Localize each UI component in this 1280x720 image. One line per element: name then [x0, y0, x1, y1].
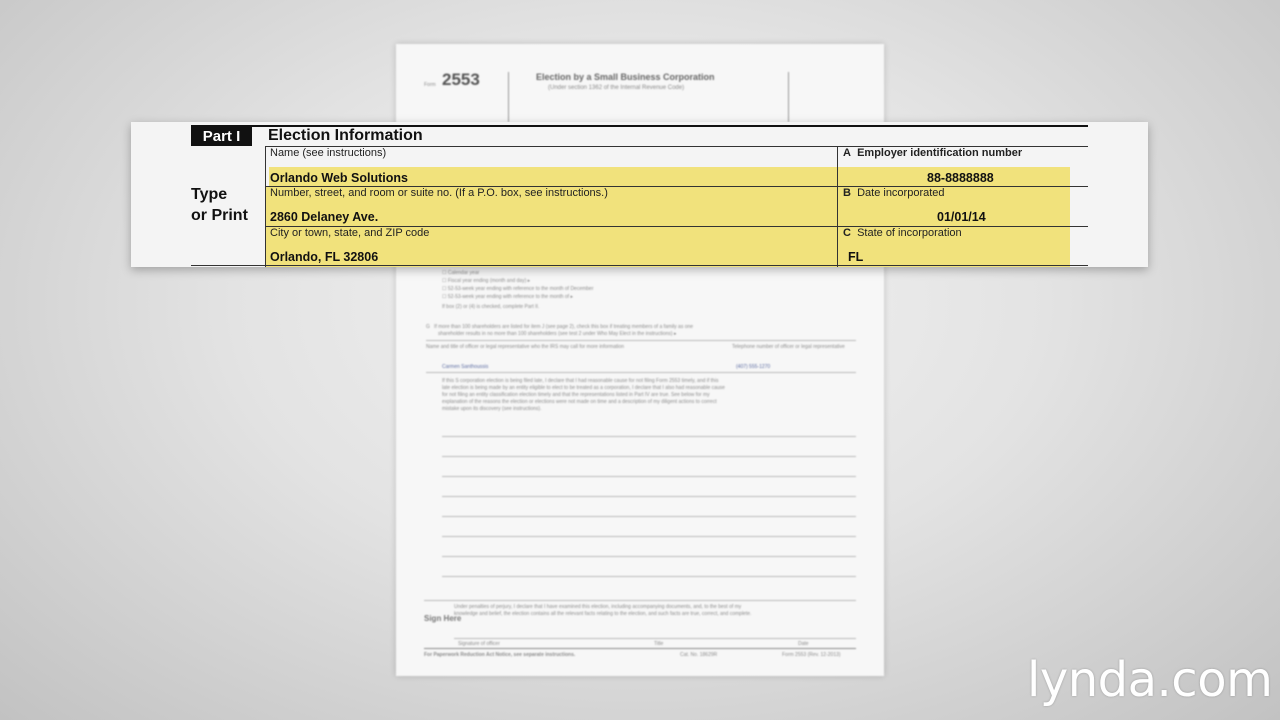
instruction-text: explanation of the reasons the election or elections were not made on time and a description of my diligent actions to correct [442, 399, 717, 405]
officer-name-label: Name and title of officer or legal representative who the IRS may call for more information [426, 344, 625, 350]
rule [426, 372, 856, 373]
explanation-line [442, 436, 856, 437]
or-print-label: or Print [191, 207, 248, 224]
header-divider [508, 72, 509, 122]
instruction-text: shareholder results in no more than 100 shareholders (see test 2 under Who May Elect in the instructions) ▸ [438, 331, 677, 337]
name-field[interactable]: Orlando Web Solutions [270, 171, 408, 185]
sign-here-label: Sign Here [424, 614, 462, 623]
date-label: Date [798, 641, 809, 647]
ein-label-text: Employer identification number [857, 147, 1023, 159]
ein-letter: A [843, 147, 851, 159]
signature-label: Signature of officer [458, 641, 500, 647]
footer-right: Form 2553 (Rev. 12-2013) [782, 652, 841, 658]
column-rule [837, 146, 838, 267]
officer-name-value: Carmen Santhoussis [442, 364, 489, 370]
zoomed-election-section [131, 122, 1148, 267]
checkbox-row: ☐ 52-53-week year ending with reference to the month of December [442, 286, 594, 292]
checkbox-row: ☐ Fiscal year ending (month and day) ▸ [442, 278, 531, 284]
type-or-print-label [191, 184, 248, 226]
form-subtitle: (Under section 1362 of the Internal Revenue Code) [548, 85, 685, 91]
explanation-line [442, 516, 856, 517]
explanation-line [442, 556, 856, 557]
rule [426, 340, 856, 341]
instruction-text: mistake upon its discovery (see instructions). [442, 406, 542, 412]
city-field[interactable]: Orlando, FL 32806 [270, 250, 379, 264]
part-title: Election Information [268, 127, 423, 144]
instruction-text: late election is being made by an entity eligible to elect to be treated as a corporation, I declare that I also had reasonable cause [442, 385, 725, 391]
form-label: Form [424, 82, 436, 88]
lynda-watermark-logo: lynda.com [1027, 652, 1273, 708]
ein-label [843, 147, 1022, 159]
state-label [843, 227, 962, 239]
signature-line [454, 638, 856, 639]
state-label-text: State of incorporation [857, 227, 962, 239]
phone-value: (407) 555-1270 [736, 364, 771, 370]
date-incorporated-field[interactable]: 01/01/14 [937, 210, 986, 224]
explanation-line [442, 456, 856, 457]
penalty-text: Under penalties of perjury, I declare that I have examined this election, including accompanying documents, and, to the best of my [454, 604, 742, 610]
rule [424, 600, 856, 601]
instruction-text: for not filing an entity classification election timely and that the representations listed in Part IV are true. See below for my [442, 392, 710, 398]
row-rule [191, 265, 1088, 266]
part-badge: Part I [191, 127, 252, 146]
city-label: City or town, state, and ZIP code [270, 227, 430, 239]
checkbox-row: ☐ Calendar year [442, 270, 480, 276]
explanation-line [442, 496, 856, 497]
instruction-text: G If more than 100 shareholders are listed for item J (see page 2), check this box if treating members of a family as one [426, 324, 694, 330]
type-label: Type [191, 186, 228, 203]
date-incorporated-label [843, 187, 945, 199]
date-letter: B [843, 187, 851, 199]
phone-label: Telephone number of officer or legal representative [732, 344, 845, 350]
instruction-text: If this S corporation election is being filed late, I declare that I had reasonable cause for not filing Form 2553 timely, and if this [442, 378, 719, 384]
street-field[interactable]: 2860 Delaney Ave. [270, 210, 379, 224]
form-title: Election by a Small Business Corporation [536, 72, 715, 82]
state-field[interactable]: FL [848, 250, 864, 264]
name-label: Name (see instructions) [270, 147, 387, 159]
penalty-text: knowledge and belief, the election contains all the relevant facts relating to the election, and such facts are true, correct, and complete. [454, 611, 752, 617]
title-label: Title [654, 641, 664, 647]
checkbox-row: ☐ 52-53-week year ending with reference to the month of ▸ [442, 294, 573, 300]
column-rule [265, 146, 266, 267]
explanation-line [442, 536, 856, 537]
date-label-text: Date incorporated [857, 187, 945, 199]
rule [424, 648, 856, 649]
instruction-text: If box (2) or (4) is checked, complete Part II. [442, 304, 540, 310]
street-label: Number, street, and room or suite no. (If a P.O. box, see instructions.) [270, 187, 608, 199]
footer-left: For Paperwork Reduction Act Notice, see separate instructions. [424, 652, 576, 658]
ein-field[interactable]: 88-8888888 [927, 171, 994, 185]
form-number: 2553 [442, 70, 480, 89]
explanation-line [442, 576, 856, 577]
header-divider [788, 72, 789, 122]
explanation-line [442, 476, 856, 477]
footer-mid: Cat. No. 18629R [680, 652, 718, 658]
state-letter: C [843, 227, 851, 239]
